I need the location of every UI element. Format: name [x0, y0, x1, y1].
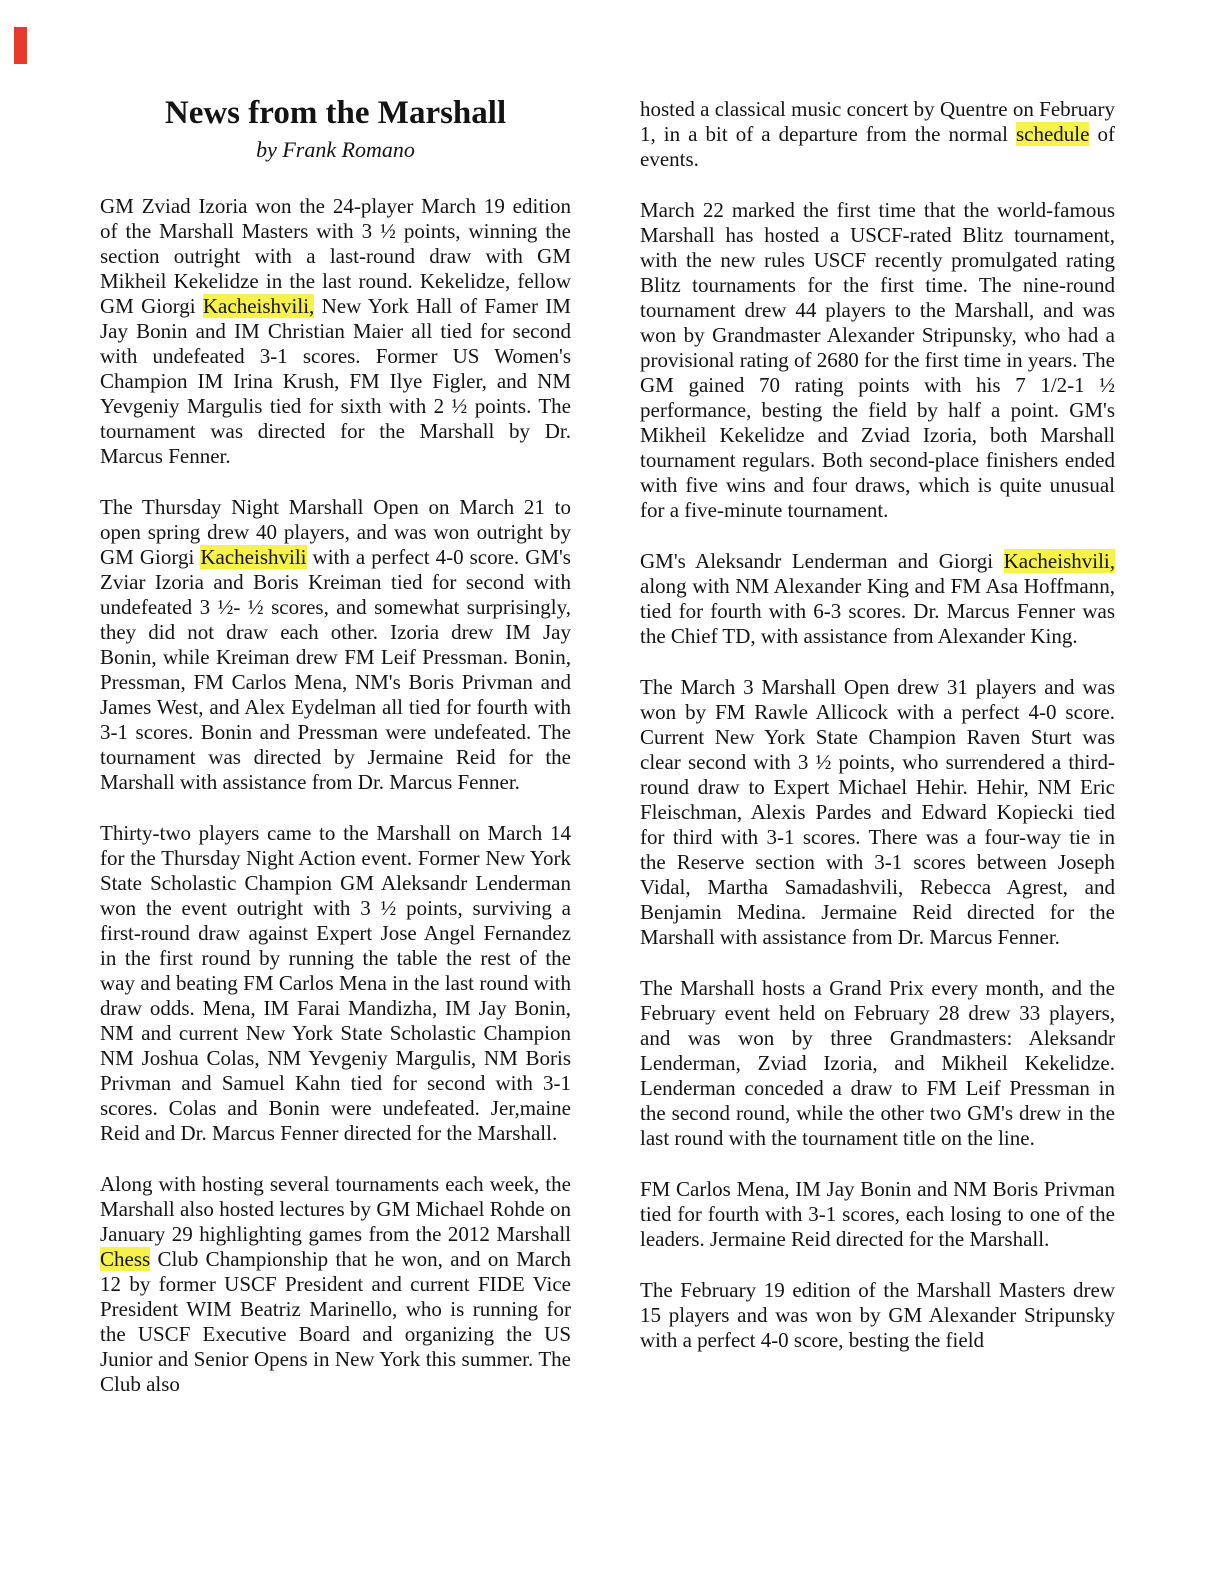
paragraph	[100, 1172, 571, 1397]
highlighted-text: Chess	[100, 1247, 151, 1271]
article-body	[100, 0, 1115, 1397]
text-run: The March 3 Marshall Open drew 31 players and was won by FM Rawle Allicock with a perfect 4-0 score. Current New York State Champion Raven Sturt was clear second with 3 ½ points, who surrendered a third-round draw to Expert Michael Hehir. Hehir, NM Eric Fleischman, Alexis Pardes and Edward Kopiecki tied for third with 3-1 scores. There was a four-way tie in the Reserve section with 3-1 scores between Joseph Vidal, Martha Samadashvili, Rebecca Agrest, and Benjamin Medina. Jermaine Reid directed for the Marshall with assistance from Dr. Marcus Fenner.	[640, 675, 1115, 949]
text-run: The Thursday Night Marshall Open on March 21 to open spring drew 40 players, and was won outright by GM Giorgi	[100, 495, 571, 569]
text-run: New York Hall of Famer IM Jay Bonin and IM Christian Maier all tied for second with undefeated 3-1 scores. Former US Women's Champion IM Irina Krush, FM Ilye Figler, and NM Yevgeniy Margulis tied for sixth with 2 ½ points. The tournament was directed for the Marshall by Dr. Marcus Fenner.	[100, 294, 571, 468]
highlighted-text: Kacheishvili	[200, 545, 307, 569]
text-run: with a perfect 4-0 score. GM's Zviar Izoria and Boris Kreiman tied for second with undefeated 3 ½- ½ scores, and somewhat surprisingly, they did not draw each other. Izoria drew IM Jay Bonin, while Kreiman drew FM Leif Pressman. Bonin, Pressman, FM Carlos Mena, NM's Boris Privman and James West, and Alex Eydelman all tied for fourth with 3-1 scores. Bonin and Pressman were undefeated. The tournament was directed by Jermaine Reid for the Marshall with assistance from Dr. Marcus Fenner.	[100, 545, 571, 794]
text-run: Club Championship that he won, and on March 12 by former USCF President and current FIDE Vice President WIM Beatriz Marinello, who is running for the USCF Executive Board and organizing the US Junior and Senior Opens in New York this summer. The Club also	[100, 1247, 571, 1396]
text-run: GM's Aleksandr Lenderman and Giorgi	[640, 549, 1004, 573]
highlighted-text: schedule	[1015, 122, 1090, 146]
text-run: The Marshall hosts a Grand Prix every month, and the February event held on February 28 drew 33 players, and was won by three Grandmasters: Aleksandr Lenderman, Zviad Izoria, and Mikheil Kekelidze. Lenderman conceded a draw to FM Leif Pressman in the second round, while the other two GM's drew in the last round with the tournament title on the line.	[640, 976, 1115, 1150]
text-run: FM Carlos Mena, IM Jay Bonin and NM Boris Privman tied for fourth with 3-1 scores, each losing to one of the leaders. Jermaine Reid directed for the Marshall.	[640, 1177, 1115, 1251]
paragraph	[100, 495, 571, 795]
text-run: GM Zviad Izoria won the 24-player March 19 edition of the Marshall Masters with 3 ½ points, winning the section outright with a last-round draw with GM Mikheil Kekelidze in the last round. Kekelidze, fellow GM Giorgi	[100, 194, 571, 318]
text-run: Thirty-two players came to the Marshall on March 14 for the Thursday Night Action event. Former New York State Scholastic Champion GM Aleksandr Lenderman won the event outright with 3 ½ points, surviving a first-round draw against Expert Jose Angel Fernandez in the first round by running the table the rest of the way and beating FM Carlos Mena in the last round with draw odds. Mena, IM Farai Mandizha, IM Jay Bonin, NM and current New York State Scholastic Champion NM Joshua Colas, NM Yevgeniy Margulis, NM Boris Privman and Samuel Kahn tied for second with 3-1 scores. Colas and Bonin were undefeated. Jer,maine Reid and Dr. Marcus Fenner directed for the Marshall.	[100, 821, 571, 1145]
text-run: hosted a classical music concert by Quentre on February 1, in a bit of a departure from the normal	[640, 97, 1115, 146]
highlighted-text: Kacheishvili,	[202, 294, 315, 318]
paragraph	[640, 675, 1115, 950]
paragraph	[100, 194, 571, 469]
paragraph	[640, 1177, 1115, 1252]
red-marker	[14, 27, 27, 64]
right-column	[640, 0, 1115, 1397]
paragraph	[640, 976, 1115, 1151]
left-column	[100, 0, 571, 1397]
paragraph	[640, 198, 1115, 523]
paragraph	[640, 97, 1115, 172]
text-run: March 22 marked the first time that the world-famous Marshall has hosted a USCF-rated Blitz tournament, with the new rules USCF recently promulgated rating Blitz tournaments for the first time. The nine-round tournament drew 44 players to the Marshall, and was won by Grandmaster Alexander Stripunsky, who had a provisional rating of 2680 for the first time in years. The GM gained 70 rating points with his 7 1/2-1 ½ performance, besting the field by half a point. GM's Mikheil Kekelidze and Zviad Izoria, both Marshall tournament regulars. Both second-place finishers ended with five wins and four draws, which is quite unusual for a five-minute tournament.	[640, 198, 1115, 522]
left-column-paragraphs	[100, 194, 571, 1397]
paragraph	[640, 549, 1115, 649]
paragraph	[100, 821, 571, 1146]
text-run: along with NM Alexander King and FM Asa Hoffmann, tied for fourth with 6-3 scores. Dr. Marcus Fenner was the Chief TD, with assistance from Alexander King.	[640, 574, 1115, 648]
highlighted-text: Kacheishvili,	[1003, 549, 1115, 573]
right-column-paragraphs	[640, 97, 1115, 1353]
byline: by Frank Romano	[256, 137, 415, 162]
page-title: News from the Marshall	[164, 95, 507, 131]
text-run: The February 19 edition of the Marshall Masters drew 15 players and was won by GM Alexander Stripunsky with a perfect 4-0 score, besting the field	[640, 1278, 1115, 1352]
paragraph	[640, 1278, 1115, 1353]
text-run: Along with hosting several tournaments each week, the Marshall also hosted lectures by GM Michael Rohde on January 29 highlighting games from the 2012 Marshall	[100, 1172, 571, 1246]
text-run: of events.	[640, 122, 1115, 171]
